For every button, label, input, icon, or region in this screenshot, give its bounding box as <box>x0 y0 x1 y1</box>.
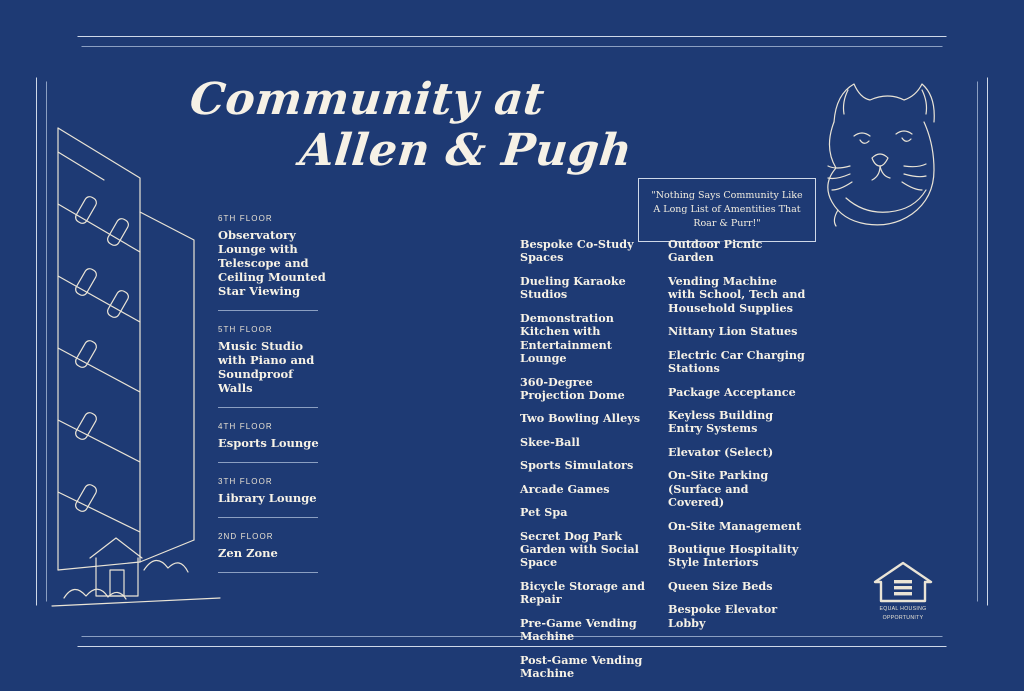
floor-item <box>218 477 326 518</box>
equal-housing-logo <box>872 560 934 622</box>
divider <box>218 517 318 518</box>
equal-housing-icon <box>872 560 934 604</box>
floor-label: 5TH FLOOR <box>218 325 273 335</box>
floor-label: 2ND FLOOR <box>218 532 274 542</box>
amenity-item: Two Bowling Alleys <box>520 411 641 426</box>
amenity-item: Outdoor Picnic Garden <box>668 237 763 265</box>
amenity-item: Arcade Games <box>520 481 610 496</box>
divider <box>218 310 318 311</box>
amenity-item: Bespoke Elevator Lobby <box>668 602 778 630</box>
amenity-item: Bicycle Storage and Repair <box>520 578 645 607</box>
lion-illustration <box>810 70 960 230</box>
amenity-item: Nittany Lion Statues <box>668 324 798 339</box>
divider <box>218 462 318 463</box>
amenities-column-1 <box>520 238 658 691</box>
amenity-item: Dueling Karaoke Studios <box>520 273 626 302</box>
title-line-2: Allen & Pugh <box>297 124 635 176</box>
equal-housing-line-1: EQUAL HOUSING <box>879 606 927 612</box>
quote-text: "Nothing Says Community Like A Long List of Amentities That Roar & Purr!" <box>651 190 803 229</box>
floor-item <box>218 325 326 408</box>
amenity-item: Post-Game Vending Machine <box>520 652 643 681</box>
amenity-item: Skee-Ball <box>520 434 580 449</box>
floor-name: Zen Zone <box>218 546 278 561</box>
floor-item <box>218 214 326 311</box>
title-line-1: Community at <box>187 74 547 125</box>
amenity-item: Vending Machine with School, Tech and Household Supplies <box>668 273 806 315</box>
floor-label: 4TH FLOOR <box>218 422 273 432</box>
divider <box>218 407 318 408</box>
floor-label: 6TH FLOOR <box>218 214 273 223</box>
amenity-item: Package Acceptance <box>668 384 796 399</box>
amenity-item: On-Site Parking (Surface and Covered) <box>668 468 769 510</box>
amenity-item: On-Site Management <box>668 518 802 533</box>
equal-housing-line-2: OPPORTUNITY <box>882 615 924 622</box>
floor-name: Observatory Lounge with Telescope and Ceiling Mounted Star Viewing <box>218 228 326 299</box>
amenity-item: Keyless Building Entry Systems <box>668 407 774 436</box>
floor-label: 3TH FLOOR <box>218 477 273 487</box>
floor-list <box>218 214 326 587</box>
amenity-item: Demonstration Kitchen with Entertainment Lounge <box>520 310 614 366</box>
amenity-item: Elevator (Select) <box>668 444 774 459</box>
amenity-item: 360-Degree Projection Dome <box>520 374 625 402</box>
amenity-item: Queen Size Beds <box>668 578 773 593</box>
floor-name: Music Studio with Piano and Soundproof Walls <box>218 339 315 396</box>
amenity-item: Sports Simulators <box>520 458 634 473</box>
amenity-item: Pre-Game Vending Machine <box>520 615 637 644</box>
divider <box>218 572 318 573</box>
amenity-item: Bespoke Co-Study Spaces <box>520 237 634 265</box>
floor-item <box>218 422 326 463</box>
building-illustration <box>44 100 244 610</box>
amenity-item: Pet Spa <box>520 505 568 520</box>
page-title <box>187 74 660 176</box>
amenities-column-2 <box>668 238 806 640</box>
amenity-item: Electric Car Charging Stations <box>668 347 805 376</box>
amenity-item: Secret Dog Park Garden with Social Space <box>520 528 639 570</box>
floor-item <box>218 532 326 573</box>
floor-name: Esports Lounge <box>218 436 319 451</box>
quote-callout <box>638 178 816 242</box>
amenity-item: Boutique Hospitality Style Interiors <box>668 542 799 570</box>
floor-name: Library Lounge <box>218 491 317 506</box>
